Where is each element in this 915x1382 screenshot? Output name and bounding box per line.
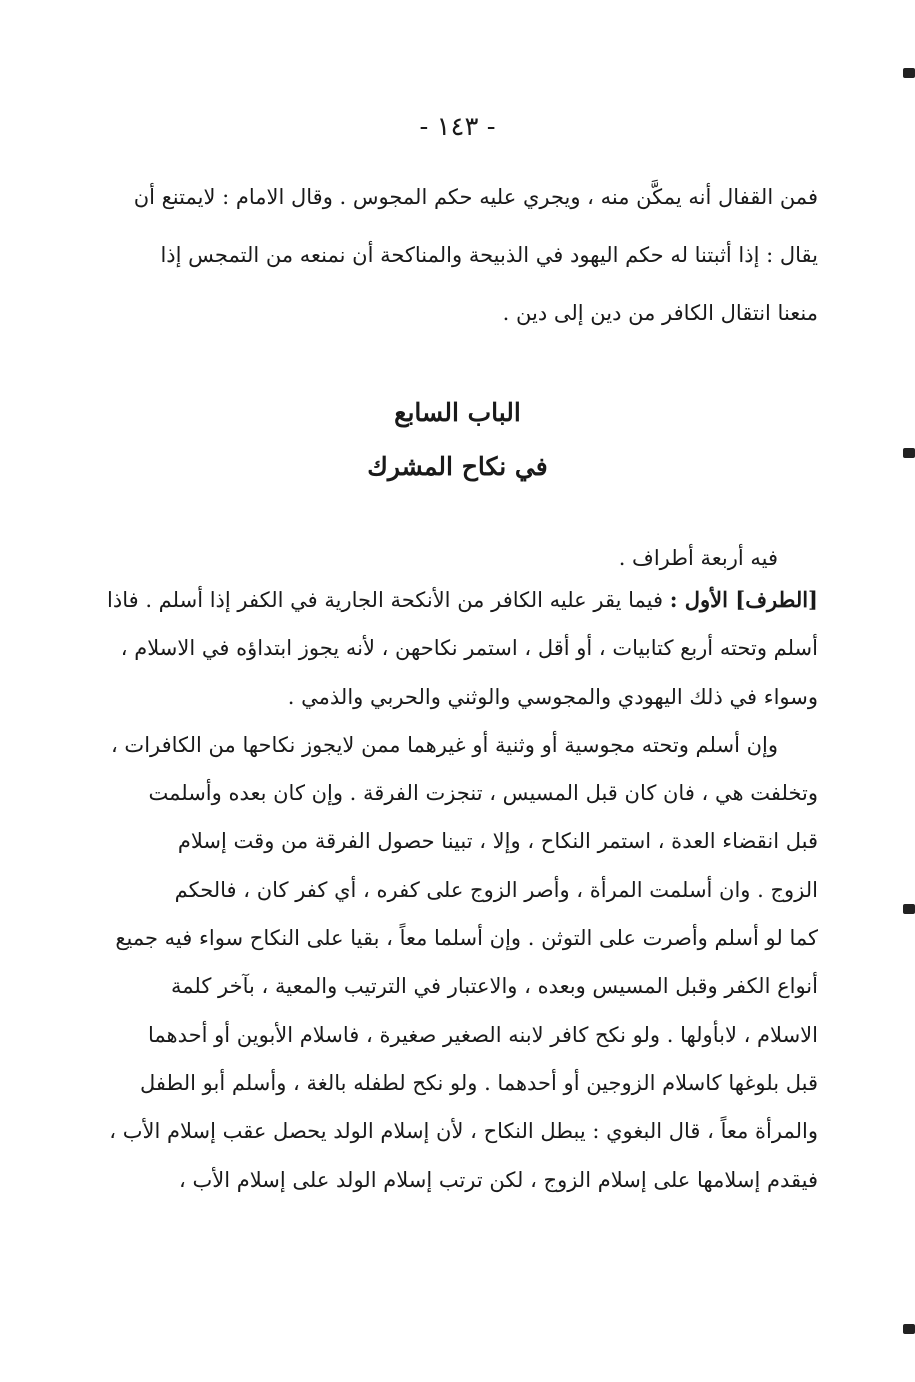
page-number: - ١٤٣ -	[419, 112, 496, 142]
text-line: الاسلام ، لابأولها . ولو نكح كافر لابنه الصغير صغيرة ، فاسلام الأبوين أو أحدهما	[147, 1022, 818, 1047]
text-line: والمرأة معاً ، قال البغوي : يبطل النكاح ، لأن إسلام الولد يحصل عقب إسلام الأب ،	[109, 1119, 818, 1144]
chapter-subtitle: في نكاح المشرك	[367, 452, 548, 481]
text-line: قبل انقضاء العدة ، استمر النكاح ، وإلا ، تبينا حصول الفرقة من وقت إسلام	[177, 829, 818, 854]
text-line: فمن القفال أنه يمكَّن منه ، ويجري عليه حكم المجوس . وقال الامام : لايمتنع أن	[133, 185, 818, 209]
section-label: [الطرف] الأول :	[669, 587, 818, 612]
text-line: فيقدم إسلامها على إسلام الزوج ، لكن ترتب إسلام الولد على إسلام الأب ،	[179, 1167, 818, 1192]
margin-binding-mark	[903, 68, 915, 78]
text-line: أنواع الكفر وقبل المسيس وبعده ، والاعتبار في الترتيب والمعية ، بآخر كلمة	[171, 974, 818, 999]
text-line: منعنا انتقال الكافر من دين إلى دين .	[502, 301, 818, 325]
text-line: وتخلفت هي ، فان كان قبل المسيس ، تنجزت الفرقة . وإن كان بعده وأسلمت	[148, 781, 818, 806]
text-line: قبل بلوغها كاسلام الزوجين أو أحدهما . ولو نكح لطفله بالغة ، وأسلم أبو الطفل	[140, 1070, 818, 1095]
chapter-title: الباب السابع	[394, 398, 521, 427]
text-line: وإن أسلم وتحته مجوسية أو وثنية أو غيرهما ممن لايجوز نكاحها من الكافرات ،	[110, 732, 778, 757]
section-first-line	[98, 576, 818, 624]
text-line: أسلم وتحته أربع كتابيات ، أو أقل ، استمر نكاحهن ، لأنه يجوز ابتداؤه في الاسلام ،	[120, 636, 818, 661]
margin-binding-mark	[903, 448, 915, 458]
main-text	[98, 576, 818, 1204]
text-line: وسواء في ذلك اليهودي والمجوسي والوثني والحربي والذمي .	[287, 684, 818, 709]
text-line: يقال : إذا أثبتنا له حكم اليهود في الذبيحة والمناكحة أن نمنعه من التمجس إذا	[160, 243, 818, 267]
text-line: الزوج . وان أسلمت المرأة ، وأصر الزوج على كفره ، أي كفر كان ، فالحكم	[174, 877, 818, 902]
top-paragraph	[98, 168, 818, 342]
margin-binding-mark	[903, 1324, 915, 1334]
intro-line: فيه أربعة أطراف .	[618, 546, 778, 570]
section-first-text: فيما يقر عليه الكافر من الأنكحة الجارية في الكفر إذا أسلم . فاذا	[107, 588, 670, 612]
margin-binding-mark	[903, 904, 915, 914]
text-line: كما لو أسلم وأصرت على التوثن . وإن أسلما معاً ، بقيا على النكاح سواء فيه جميع	[115, 926, 818, 951]
